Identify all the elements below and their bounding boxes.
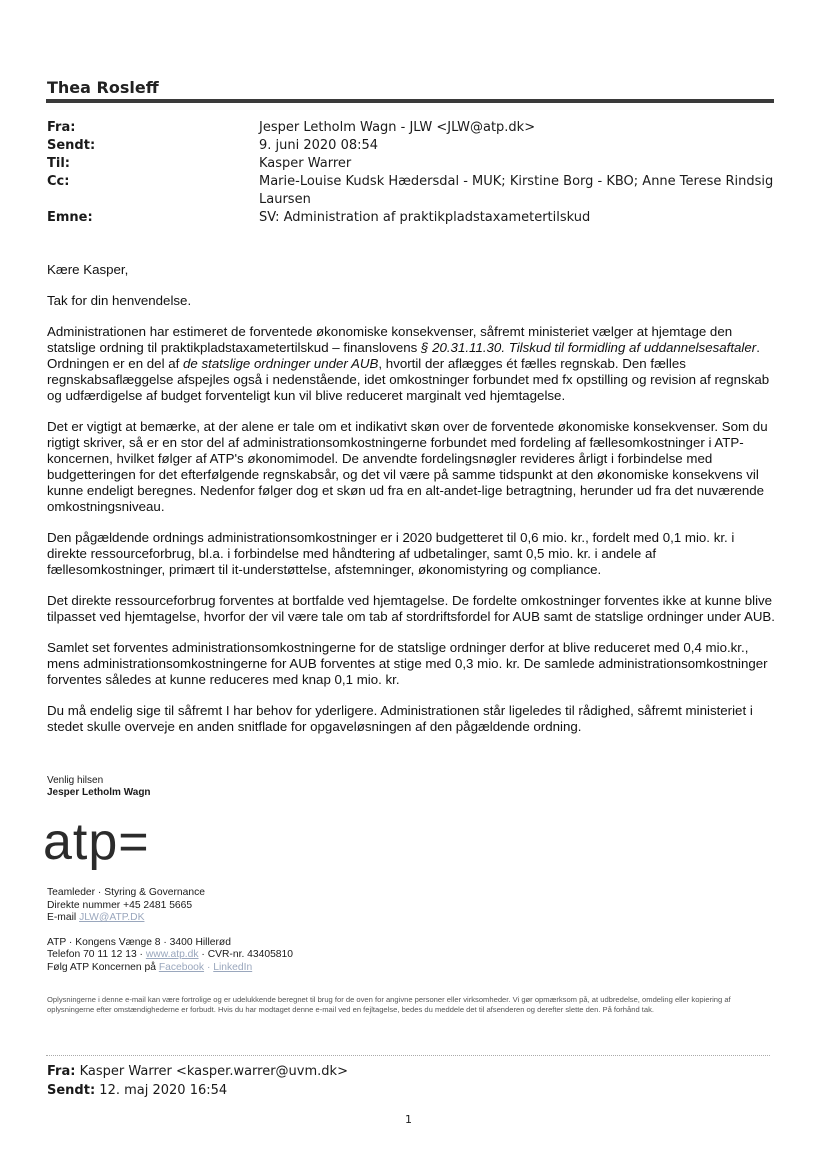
cc-label: Cc:	[47, 174, 70, 189]
email-header	[47, 119, 777, 227]
sent-value: 9. juni 2020 08:54	[259, 138, 379, 153]
signature-phone: Direkte nummer +45 2481 5665	[47, 899, 193, 911]
email-body	[47, 262, 775, 750]
paragraph-2-part-c: . Ordningen er en del af	[47, 340, 760, 371]
sent-row	[47, 137, 777, 155]
header-rule	[46, 99, 774, 103]
main-phone-row	[47, 949, 293, 962]
forwarded-sent-label: Sendt:	[47, 1083, 96, 1098]
cc-value: Marie-Louise Kudsk Hædersdal - MUK; Kirstine Borg - KBO; Anne Terese Rindsig Laursen	[259, 174, 774, 207]
forwarded-from-value: Kasper Warrer <kasper.warrer@uvm.dk>	[79, 1064, 348, 1079]
signature-closing: Venlig hilsen	[47, 775, 104, 786]
from-row	[47, 119, 777, 137]
paragraph-2	[47, 324, 775, 404]
follow-row	[47, 962, 293, 975]
forwarded-from-label: Fra:	[47, 1064, 76, 1079]
sent-label: Sendt:	[47, 138, 96, 153]
website-link[interactable]: www.atp.dk	[145, 949, 199, 960]
address: ATP · Kongens Vænge 8 · 3400 Hillerød	[47, 936, 231, 948]
paragraph-2-italic-ordinances: de statslige ordninger under AUB	[183, 356, 379, 371]
from-value: Jesper Letholm Wagn - JLW <JLW@atp.dk>	[259, 120, 536, 135]
main-phone: Telefon 70 11 12 13 ·	[47, 949, 143, 960]
to-row	[47, 155, 777, 173]
paragraph-5: Det direkte ressourceforbrug forventes at bortfalde ved hjemtagelse. De fordelte omkostninger forventes ikke at kunne blive tilpasset ved hjemtagelse, hvorfor der vil være tale om tab af stordriftsfordel for AUB samt de statslige ordninger under AUB.	[47, 593, 775, 624]
message-separator	[46, 1055, 770, 1056]
cvr-number: · CVR-nr. 43405810	[201, 949, 293, 960]
paragraph-4: Den pågældende ordnings administrationsomkostninger er i 2020 budgetteret til 0,6 mio. kr., fordelt med 0,1 mio. kr. i direkte ressourceforbrug, bl.a. i forbindelse med håndtering af udbetalinger, samt 0,5 mio. kr. i andele af fællesomkostninger, primært til it-understøttelse, afstemninger, økonomistyring og compliance.	[47, 530, 735, 577]
subject-label: Emne:	[47, 210, 93, 225]
linkedin-link[interactable]: LinkedIn	[213, 961, 253, 973]
paragraph-7: Du må endelig sige til såfremt I har behov for yderligere. Administrationen står ligeledes til rådighed, såfremt ministeriet i stedet skulle overveje en anden snitflade for opgaveløsningen af den pågældende ordning.	[47, 703, 753, 734]
signature-name: Jesper Letholm Wagn	[47, 787, 151, 798]
paragraph-1: Tak for din henvendelse.	[47, 293, 192, 308]
paragraph-6: Samlet set forventes administrationsomkostningerne for de statslige ordninger derfor at blive reduceret med 0,4 mio.kr., mens administrationsomkostningerne for AUB forventes at stige med 0,3 mio. kr. De samlede administrationsomkostninger forventes således at kunne reduceres med knap 0,1 mio. kr.	[47, 640, 768, 687]
signature-email-row	[47, 912, 293, 925]
subject-row	[47, 209, 777, 227]
paragraph-3: Det er vigtigt at bemærke, at der alene er tale om et indikativt skøn over de forventede økonomiske konsekvenser. Som du rigtigt skriver, så er en stor del af administrationsomkostningerne forbundet med fordeling af fællesomkostninger i ATP-koncernen, hvilket følger af ATP's økonomimodel. De anvendte fordelingsnøgler revideres årligt i forbindelse med budgetteringen for det efterfølgende regnskabsår, og det vil være på samme tidspunkt at den økonomiske konsekvens vil kunne endeligt beregnes. Nedenfor følger dog et skøn ud fra en alt-andet-lige betragtning, herunder ud fra det nuværende omkostningsniveau.	[47, 419, 768, 514]
subject-value: SV: Administration af praktikpladstaxametertilskud	[259, 210, 591, 225]
mailbox-owner-name: Thea Rosleff	[47, 78, 159, 97]
forwarded-header	[47, 1062, 348, 1100]
forwarded-sent-row	[47, 1081, 348, 1100]
paragraph-2-part-a: Administrationen har estimeret de forventede økonomiske konsekvenser, såfremt ministeriet vælger at hjemtage den statslige ordning til praktikpladstaxametertilskud – finanslovens	[47, 324, 733, 355]
email-label: E-mail	[47, 912, 77, 923]
atp-logo: atp=	[43, 813, 150, 871]
from-label: Fra:	[47, 120, 76, 135]
paragraph-2-italic-reference: § 20.31.11.30. Tilskud til formidling af uddannelsesaftaler	[420, 340, 757, 355]
facebook-link[interactable]: Facebook	[158, 961, 205, 973]
follow-text: Følg ATP Koncernen på	[47, 961, 156, 973]
signature-block	[47, 775, 151, 799]
link-separator: ·	[206, 961, 211, 973]
greeting: Kære Kasper,	[47, 262, 129, 277]
cc-row	[47, 173, 777, 209]
contact-info	[47, 887, 293, 974]
signature-title: Teamleder · Styring & Governance	[47, 887, 205, 898]
to-value: Kasper Warrer	[259, 156, 352, 171]
page-number: 1	[405, 1113, 412, 1126]
legal-disclaimer: Oplysningerne i denne e-mail kan være fortrolige og er udelukkende beregnet til brug for de oven for angivne personer eller virksomheder. Vi gør opmærksom på, at udbredelse, omdeling eller kopiering af oplysningerne efter omstændighederne er forbudt. Hvis du har modtaget denne e-mail ved en fejltagelse, bedes du meddele det til afsenderen og derefter slette den. På forhånd tak.	[47, 995, 731, 1014]
to-label: Til:	[47, 156, 70, 171]
forwarded-sent-value: 12. maj 2020 16:54	[99, 1083, 228, 1098]
email-link[interactable]: JLW@ATP.DK	[79, 912, 145, 923]
forwarded-from-row	[47, 1062, 348, 1081]
spacer	[47, 925, 293, 937]
paragraph-2-part-e: , hvortil der aflægges ét fælles regnskab. Den fælles regnskabsaflæggelse afspejles også i nedenstående, idet omkostninger forbundet med fx opstilling og revision af regnskab og udfærdigelse af budget forventeligt kun vil blive reduceret marginalt ved hjemtagelse.	[47, 356, 770, 403]
